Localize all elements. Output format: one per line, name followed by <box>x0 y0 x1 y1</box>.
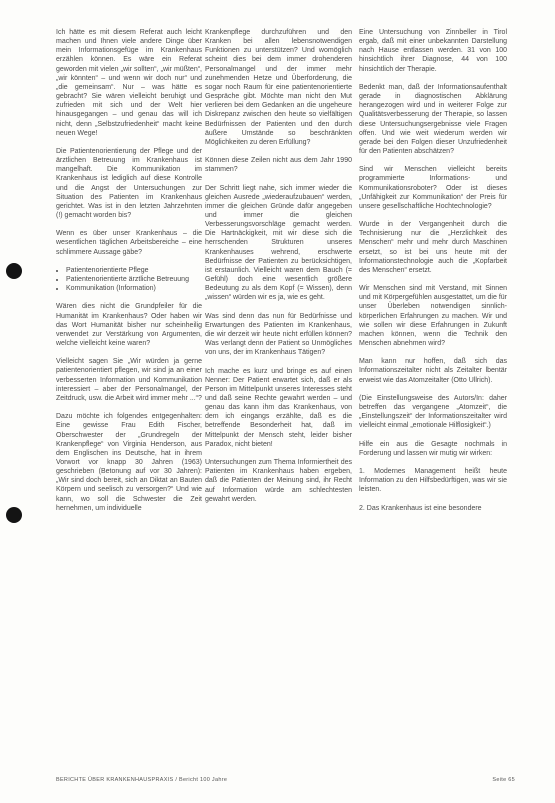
column-3 <box>359 28 507 763</box>
list-item: • Patientenorientierte ärztliche Betreuung <box>66 275 202 284</box>
paragraph: Wurde in der Vergangenheit durch die Technisierung nur die „Herzlichkeit des Menschen“ mehr und mehr durch Maschinen ersetzt, so ist bei uns heute mit der Informationstechnologie auch die „Kopfarbeit des Menschen“ ersetzt. <box>359 221 507 274</box>
paragraph: Krankenpflege durchzuführen und den Kranken bei allen lebensnotwendigen Funktionen zu unterstützen? Und womöglich scheint dies bei dem immer drohenderen Personalmangel und der immer mehr zunehmenden Hetze und Überforderung, die sogar noch Raum für eine patientenorientierte Gespräche gibt. Möchte man nicht den Mut verlieren bei dem Gedanken an die ungeheure Diskrepanz zwischen den heute so vielfältigen Bedürfnissen der Patienten und den durch äußere Umstände so beschränkten Möglichkeiten zu deren Erfüllung? <box>205 29 352 146</box>
paragraph: (Die Einstellungsweise des Autors/In: daher betreffen das vergangene „Atomzeit“, die „Einstellungszeit“ der Informationszeitalter wird vielleicht einmal „emotionale Hilflosigkeit“.) <box>359 394 507 430</box>
paragraph: Man kann nur hoffen, daß sich das Informationszeitalter nicht als Zeitalter lbentär erweist wie das Atomzeitalter (Otto Ullrich). <box>359 358 507 384</box>
footer-publication: BERICHTE ÜBER KRANKENHAUSPRAXIS / Bericht 100 Jahre <box>56 777 228 783</box>
column-1 <box>56 28 202 763</box>
paragraph: Untersuchungen zum Thema Informiertheit des Patienten im Krankenhaus haben ergeben, daß die Patienten der Meinung sind, ihr Recht auf Information würde am schlechtesten gewahrt werden. <box>205 459 352 503</box>
punch-hole <box>6 507 22 523</box>
paragraph: 1. Modernes Management heißt heute Information zu den Hilfsbedürftigen, was wir sie leisten. <box>359 468 507 494</box>
paragraph: Können diese Zeilen nicht aus dem Jahr 1990 stammen? <box>205 157 352 174</box>
paragraph: Was sind denn das nun für Bedürfnisse und Erwartungen des Patienten im Krankenhaus, die wir derzeit wir heute nicht erfüllen können? Was verlangt denn der Patient so Unmögliches von uns, der im Krankenhaus Tätigen? <box>205 312 352 357</box>
paragraph: Wären dies nicht die Grundpfeiler für die Humanität im Krankenhaus? Oder haben wir das Wort Humanität bisher nur scheinheilig verwendet zur Verstärkung von Argumenten, welche vielleicht keine waren? <box>56 303 202 348</box>
paragraph: Wir Menschen sind mit Verstand, mit Sinnen und mit Körpergefühlen ausgestattet, um die für unser Überleben notwendigen sinnlich-körperlichen Erfahrungen zu machen. Wir und wie sollen wir diese Erfahrungen in Zukunft machen können, wenn die Technik den Menschen abnehmen wird? <box>359 285 507 348</box>
paragraph: Dazu möchte ich folgendes entgegenhalten: Eine gewisse Frau Edith Fischer, Oberschwester der „Grundregeln der Krankenpflege“ von Virginia Henderson, aus dem Englischen ins Deutsche, hat in ihrem Vorwort vor knapp 30 Jahren (1963) geschrieben (Betonung auf vor 30 Jahren): „Wir sind doch bereit, sich an Diktat an Bauten Körpern und seelisch zu versorgen?“ Und wie kann, wo soll die Schwester die Zeit hernehmen, um individuelle <box>56 413 202 512</box>
paragraph: Vielleicht sagen Sie „Wir würden ja gerne patientenorientiert pflegen, wir sind ja an einer verbesserten Information und Kommunikation interessiert – aber der Personalmangel, der Zeitdruck, usw. die Arbeit wird immer mehr ...“? <box>56 358 202 402</box>
paragraph: Bedenkt man, daß der Informationsaufenthalt gerade in diagnostischen Abklärung herangezogen wird und in weiterer Folge zur Qualitätsverbesserung der Therapie, so lassen diese Untersuchungsergebnisse viele Fragen offen. Und wie weit wiederum werden wir gerade bei den Folgen dieser Unzufriedenheit für den Patienten abschätzen? <box>359 83 507 155</box>
paragraph: Ich hätte es mit diesem Referat auch leicht machen und Ihnen viele andere Dinge über mein Informationsgefüge im Krankenhaus erzählen können. Es wäre ein Referat geworden mit vielen „wir sollten“, „wir müßten“, „wir könnten“ – und wenn wir doch nur“ und „die gemeinsam“. Nur – was hätte es gebracht? Sie wären vielleicht beruhigt und zufrieden mit sich und der Welt hier hinausgegangen – und genau das will ich nicht, denn „Selbstzufriedenheit“ macht keine neuen Wege! <box>56 29 202 137</box>
paragraph: Wenn es über unser Krankenhaus – die wesentlichen täglichen Arbeitsbereiche – eine schlimmere Aussage gäbe? <box>56 230 202 256</box>
paragraph: Hilfe ein aus die Gesagte nochmals in Forderung und lassen wir mutig wir wirken: <box>359 440 507 457</box>
paragraph: Die Patientenorientierung der Pflege und der ärztlichen Betreuung im Krankenhaus ist mangelhaft. Die Kommunikation im Krankenhaus ist lediglich auf diese Kontrolle und die Angst der Untersuchungen zur Situation des Patienten im Krankenhaus gerichtet. Was ist in den letzten Jahrzehnten (!) gemacht worden bis? <box>56 147 202 220</box>
paragraph: Ich mache es kurz und bringe es auf einen Nenner: Der Patient erwartet sich, daß er als Person im Mittelpunkt unseres Interesses steht und daß seine Rechte gewahrt werden – und genau das kann ihm das Krankenhaus, von dem ich eingangs erzählte, daß es die betreffende Besonderheit hat, daß im Mittelpunkt der Mensch steht, leider bisher Paradox, nicht bieten! <box>205 367 352 448</box>
list-item: • Patientenorientierte Pflege <box>66 266 202 275</box>
paragraph: 2. Das Krankenhaus ist eine besondere <box>359 504 482 512</box>
page-number: Seite 65 <box>492 777 515 783</box>
bullet-list <box>56 266 202 293</box>
punch-hole <box>6 263 22 279</box>
column-2 <box>205 28 352 763</box>
list-item: • Kommunikation (Information) <box>66 284 202 293</box>
paragraph: Der Schritt liegt nahe, sich immer wieder die gleichen Ausrede „wiederaufzubauen“ werden, immer die gleichen Gründe dafür angegeben und immer die gleichen Verbesserungsvorschläge gemacht werden. Die Hartnäckigkeit, mit wir diese sich die herrschenden Strukturen unseres Krankenhauses wehrend, erschwerte Bedürfnisse der Patienten zu berücksichtigen, ist erstaunlich. Vielleicht waren dem Bauch (= Gefühl) doch eine wesentlich größere Bedeutung zu als dem Kopf (= Wissen), denn „wissen“ würden wir es ja, wie es geht. <box>205 184 352 302</box>
paragraph: Eine Untersuchung von Zinnbeller in Tirol ergab, daß mit einer unbekannten Darstellung nach Hause entlassen werden. 31 von 100 hinsichtlich ihrer Diagnose, 44 von 100 hinsichtlich der Therapie. <box>359 29 507 73</box>
paragraph: Sind wir Menschen vielleicht bereits programmierte Informations- und Kommunikationsroboter? Oder ist dieses „Unfähigkeit zur Kommunikation“ der Preis für unsere gesellschaftliche Hochtechnologie? <box>359 166 507 210</box>
